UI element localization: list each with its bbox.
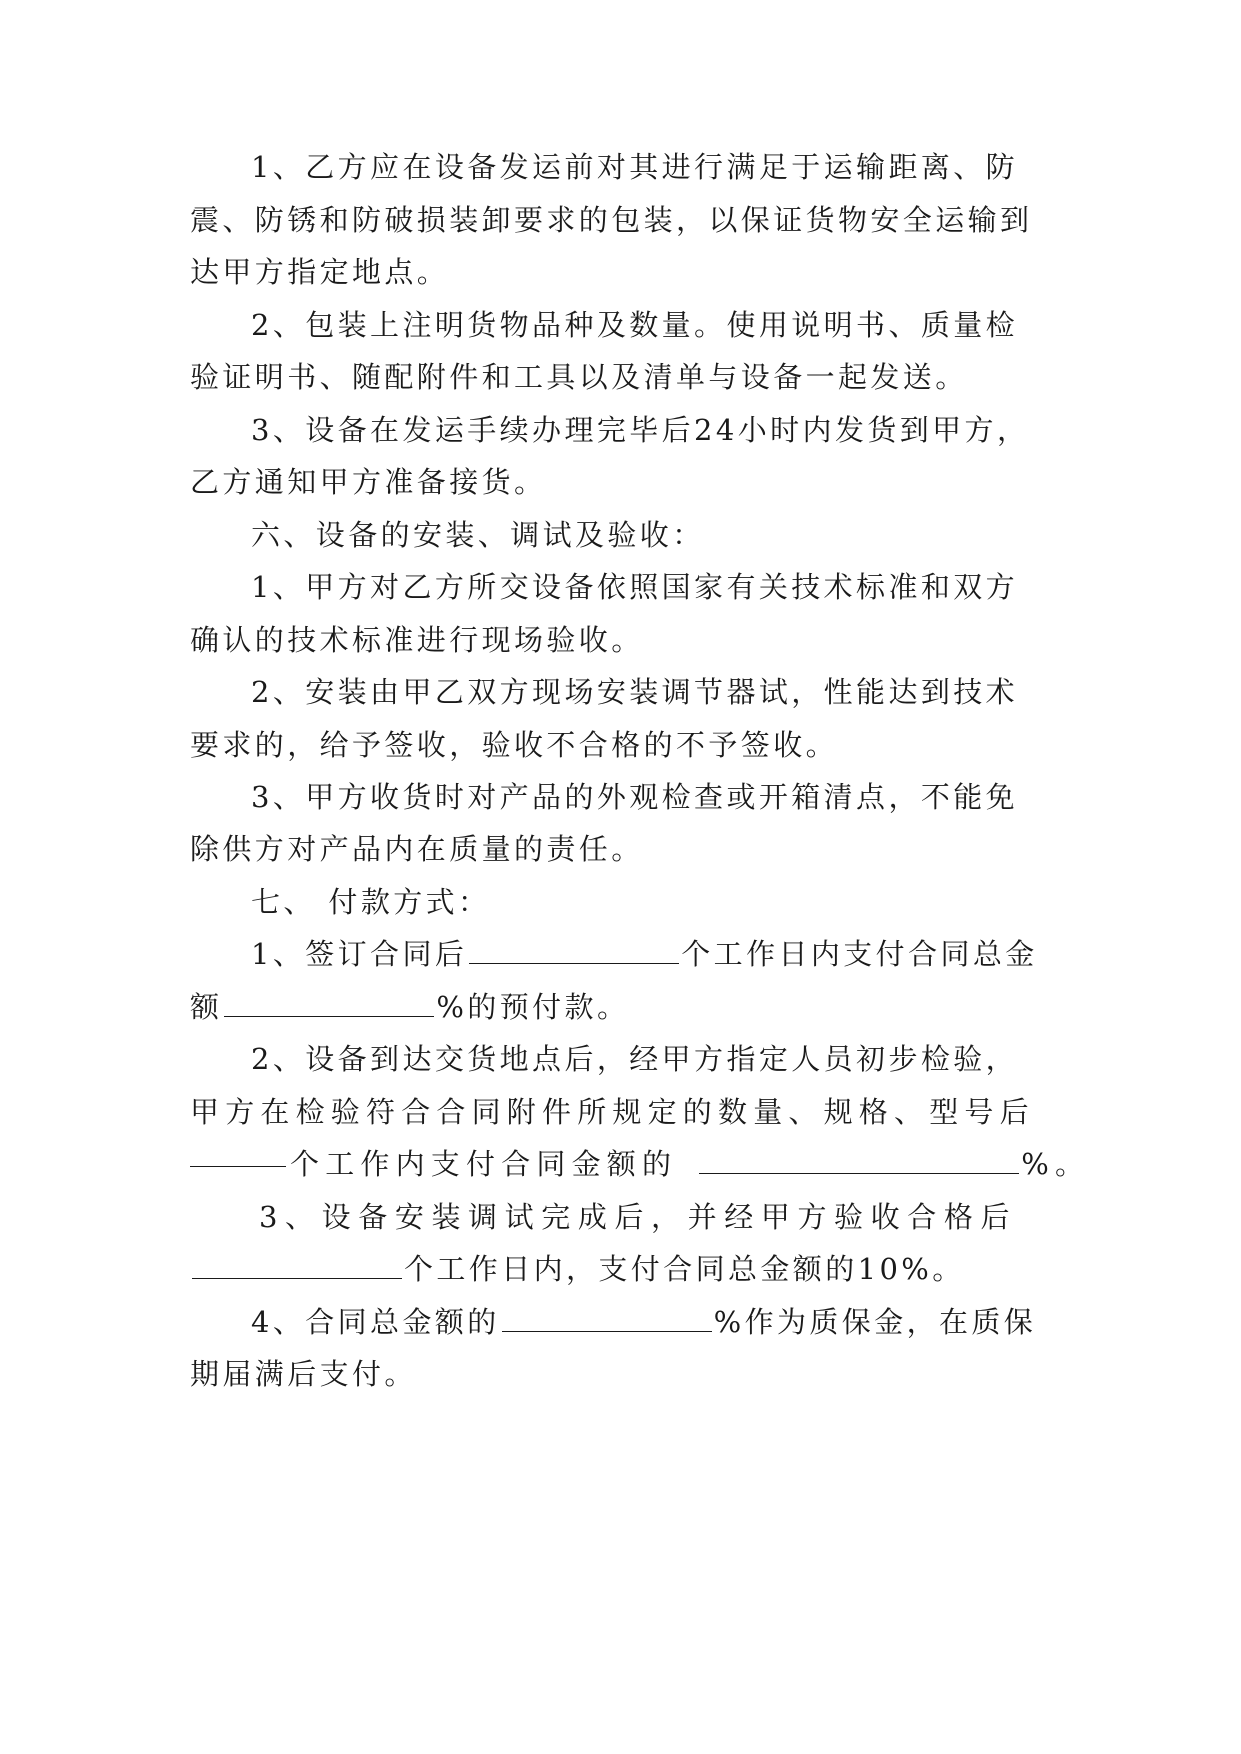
fill-blank[interactable]	[699, 1147, 1019, 1174]
paragraph-line: 要求的，给予签收，验收不合格的不予签收。	[190, 728, 839, 762]
paragraph-line: 1、甲方对乙方所交设备依照国家有关技术标准和双方	[251, 570, 1019, 604]
paragraph-line: 3、设备安装调试完成后，并经甲方验收合格后	[259, 1200, 1018, 1234]
clause-text: %的预付款。	[436, 990, 630, 1024]
fill-blank[interactable]	[192, 1252, 402, 1279]
clause-text: 个工作日内支付合同总金	[681, 937, 1038, 971]
payment-clause-1-cont	[190, 987, 1050, 1027]
paragraph-line: 验证明书、随配附件和工具以及清单与设备一起发送。	[190, 360, 968, 394]
paragraph-line: 2、安装由甲乙双方现场安装调节器试，性能达到技术	[251, 675, 1019, 709]
paragraph-line: 3、甲方收货时对产品的外观检查或开箱清点，不能免	[251, 780, 1019, 814]
paragraph-line: 确认的技术标准进行现场验收。	[190, 623, 644, 657]
paragraph-line: 3、设备在发运手续办理完毕后24小时内发货到甲方，	[251, 413, 1030, 447]
payment-clause-2-cont	[190, 1144, 1091, 1184]
dash-blank	[190, 1166, 286, 1167]
clause-text: 个工作内支付合同金额的	[290, 1147, 678, 1181]
paragraph-line: 期届满后支付。	[190, 1357, 417, 1391]
clause-text: 额	[190, 990, 223, 1024]
clause-text: 1、签订合同后	[251, 937, 468, 971]
clause-text: %。	[1021, 1147, 1091, 1181]
clause-text: 个工作日内，支付合同总金额的10%。	[404, 1252, 965, 1286]
paragraph-line: 除供方对产品内在质量的责任。	[190, 832, 644, 866]
fill-blank[interactable]	[502, 1305, 712, 1332]
paragraph-line: 震、防锈和防破损装卸要求的包装，以保证货物安全运输到	[190, 203, 1033, 237]
payment-clause-3-cont	[190, 1249, 1050, 1289]
paragraph-line: 达甲方指定地点。	[190, 255, 450, 289]
payment-clause-4	[251, 1302, 1051, 1342]
section-heading: 七、 付款方式：	[251, 885, 491, 919]
payment-clause-1	[251, 934, 1051, 974]
section-heading: 六、设备的安装、调试及验收：	[251, 518, 705, 552]
fill-blank[interactable]	[224, 990, 434, 1017]
clause-text: 4、合同总金额的	[251, 1305, 500, 1339]
fill-blank[interactable]	[469, 937, 679, 964]
clause-text: %作为质保金，在质保	[713, 1305, 1037, 1339]
paragraph-line: 1、乙方应在设备发运前对其进行满足于运输距离、防	[251, 150, 1019, 184]
paragraph-line: 甲方在检验符合合同附件所规定的数量、规格、型号后	[190, 1095, 1035, 1129]
paragraph-line: 2、设备到达交货地点后，经甲方指定人员初步检验，	[251, 1042, 1019, 1076]
paragraph-line: 2、包装上注明货物品种及数量。使用说明书、质量检	[251, 308, 1019, 342]
paragraph-line: 乙方通知甲方准备接货。	[190, 465, 547, 499]
